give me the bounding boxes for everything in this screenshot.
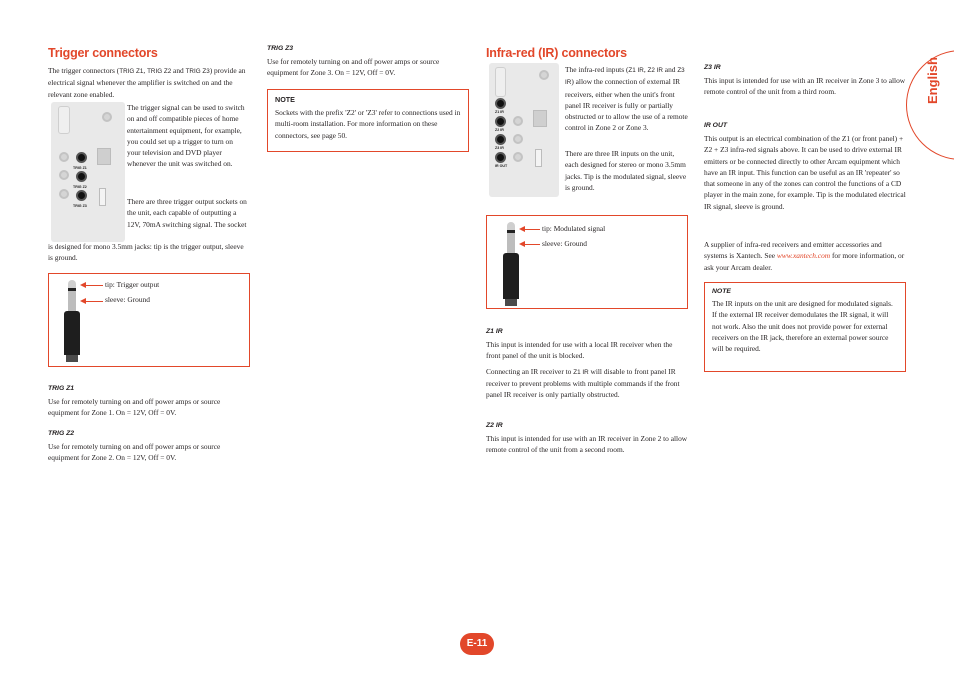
trig-z3-title: TRIG Z3 [267, 45, 294, 52]
arrow-sleeve-line [524, 244, 540, 245]
trigger-para3-wrapped: There are three trigger output sockets on the unit, each capable of outputting a 12V, 70mA switching signal. The socket [127, 197, 247, 229]
jack-icon [102, 112, 112, 122]
trigger-intro: The trigger connectors (TRIG Z1, TRIG Z2 and TRIG Z3) provide an electrical signal whenever the amplifier is switched on and the relevant zone enabled. [48, 66, 246, 99]
panel-label-trig-z2: TRIG Z2 [73, 185, 87, 189]
serial-port-icon [495, 67, 506, 97]
z1-ir-text: This input is intended for use with a local IR receiver when the front panel of the unit is blocked. [486, 340, 673, 361]
trigger-para2: The trigger signal can be used to switch on and off compatible pieces of home entertainment equipment, for example, you could set up a trigger to turn on your television and DVD player whenever the unit was switched on. [127, 103, 245, 169]
z3-ir-block [704, 64, 906, 98]
rear-panel-illustration [51, 102, 125, 242]
page-number-badge: E-11 [460, 633, 494, 655]
ir-para2: There are three IR inputs on the unit, each designed for stereo or mono 3.5mm jacks. Tip is the modulated signal, sleeve is ground. [565, 149, 687, 192]
jack-icon [513, 116, 523, 126]
jack-body [64, 311, 80, 355]
z1-ir-jack-icon [495, 98, 506, 109]
arrow-tip-line [524, 229, 540, 230]
z1-ir-text2: Connecting an IR receiver to Z1 IR will disable to front panel IR receiver to prevent problems with multiple commands if the front panel IR receiver is only partially obstructed. [486, 366, 680, 400]
ir-panel-illustration [489, 63, 559, 197]
ir-heading: Infra-red (IR) connectors [486, 46, 627, 60]
z3-ir-title: Z3 IR [704, 64, 721, 71]
port-icon [97, 148, 111, 165]
ir-out-jack-icon [495, 152, 506, 163]
jack-icon [513, 134, 523, 144]
xantech-link[interactable]: www.xantech.com [776, 251, 831, 261]
panel-label-z3-ir: Z3 IR [495, 146, 504, 150]
z2-ir-text: This input is intended for use with an IR receiver in Zone 2 to allow remote control of the unit from a second room. [486, 434, 688, 455]
jack-icon [59, 189, 69, 199]
note-1-text: Sockets with the prefix 'Z2' or 'Z3' refer to connections used in multi-room installation. For more information on these connectors, see page 50. [275, 108, 461, 140]
trigger-section [48, 46, 250, 100]
jack-icon [539, 70, 549, 80]
trig-z1-text: Use for remotely turning on and off power amps or source equipment for Zone 1. On = 12V, Off = 0V. [48, 397, 221, 418]
panel-label-z1-ir: Z1 IR [495, 110, 504, 114]
z3-ir-text: This input is intended for use with an IR receiver in Zone 3 to allow remote control of the unit from a third room. [704, 76, 906, 97]
trigger-tip-label: tip: Trigger output [105, 280, 160, 289]
jack-strain-relief [66, 355, 78, 362]
z1-ir-title: Z1 IR [486, 328, 503, 335]
trig-z1-block [48, 385, 250, 419]
language-tab-label: English [925, 57, 940, 104]
panel-label-trig-z1: TRIG Z1 [73, 166, 87, 170]
ir-out-block [704, 122, 906, 212]
jack-body [503, 253, 519, 299]
trig-z2-block [48, 430, 250, 464]
trig-z3-text: Use for remotely turning on and off power amps or source equipment for Zone 3. On = 12V, Off = 0V. [267, 57, 440, 78]
jack-icon [59, 170, 69, 180]
z2-ir-jack-icon [495, 116, 506, 127]
trig-z2-title: TRIG Z2 [48, 430, 75, 437]
z2-ir-block [486, 422, 688, 456]
jack-tip [507, 222, 515, 230]
trig-z1-title: TRIG Z1 [48, 385, 75, 392]
ir-tip-label: tip: Modulated signal [542, 224, 606, 233]
trigger-jack-figure [48, 273, 250, 367]
ir-jack-figure [486, 215, 688, 309]
note-2-text: The IR inputs on the unit are designed for modulated signals. If the external IR receiver demodulates the IR signal, it will not work. Also the unit does not provide power for external receivers on the IR jack, therefore an external power source will be required. [712, 299, 893, 354]
note-2-title: NOTE [712, 288, 731, 295]
jack-icon [513, 152, 523, 162]
usb-port-icon [535, 149, 542, 167]
jack-sleeve [68, 291, 76, 311]
ir-out-title: IR OUT [704, 122, 728, 129]
panel-label-z2-ir: Z2 IR [495, 128, 504, 132]
trigger-heading: Trigger connectors [48, 46, 158, 60]
z1-ir-block [486, 328, 688, 400]
port-icon [533, 110, 547, 127]
jack-sleeve [507, 233, 515, 253]
trigger-sleeve-label: sleeve: Ground [105, 295, 150, 304]
panel-label-trig-z3: TRIG Z3 [73, 204, 87, 208]
panel-label-ir-out: IR OUT [495, 164, 508, 168]
jack-icon [59, 152, 69, 162]
trig-z2-jack-icon [76, 171, 87, 182]
trigger-para3-full: is designed for mono 3.5mm jacks: tip is the trigger output, sleeve is ground. [48, 242, 244, 263]
note-1-title: NOTE [275, 95, 295, 104]
z2-ir-title: Z2 IR [486, 422, 503, 429]
z3-ir-jack-icon [495, 134, 506, 145]
trig-z2-text: Use for remotely turning on and off power amps or source equipment for Zone 2. On = 12V, Off = 0V. [48, 442, 221, 463]
ir-intro: The infra-red inputs (Z1 IR, Z2 IR and Z3 IR) allow the connection of external IR receivers, either when the unit's front panel IR receiver is fully or partially obstructed or to allow the use of a remote control in Zone 2 or Zone 3. [565, 65, 688, 133]
supplier-paragraph: A supplier of infra-red receivers and emitter accessories and systems is Xantech. See www.xantech.com for more information, or ask your Arcam dealer. [704, 240, 905, 272]
jack-strain-relief [505, 299, 517, 306]
note-box-2 [704, 282, 906, 372]
ir-out-text: This output is an electrical combination of the Z1 (or front panel) + Z2 + Z3 infra-red signals above. It can be used to drive external IR emitters or be connected directly to other Arcam equipment which have an IR input. This function can be useful as an IR 'repeater' so that someone in any of the zones can control the functions of a CD player in the main zone, for example. Tip is the modulated electrical IR signal, sleeve is ground. [704, 134, 906, 211]
arrow-sleeve-line [85, 301, 103, 302]
jack-plug-illustration [61, 280, 83, 362]
trig-z1-jack-icon [76, 152, 87, 163]
arrow-tip-line [85, 285, 103, 286]
jack-tip [68, 280, 76, 288]
usb-port-icon [99, 188, 106, 206]
note-box-1 [267, 89, 469, 152]
ir-sleeve-label: sleeve: Ground [542, 239, 587, 248]
serial-port-icon [58, 106, 70, 134]
jack-plug-illustration [500, 222, 522, 306]
trig-z3-block [267, 45, 469, 79]
trig-z3-jack-icon [76, 190, 87, 201]
ir-heading-wrap [486, 46, 688, 60]
